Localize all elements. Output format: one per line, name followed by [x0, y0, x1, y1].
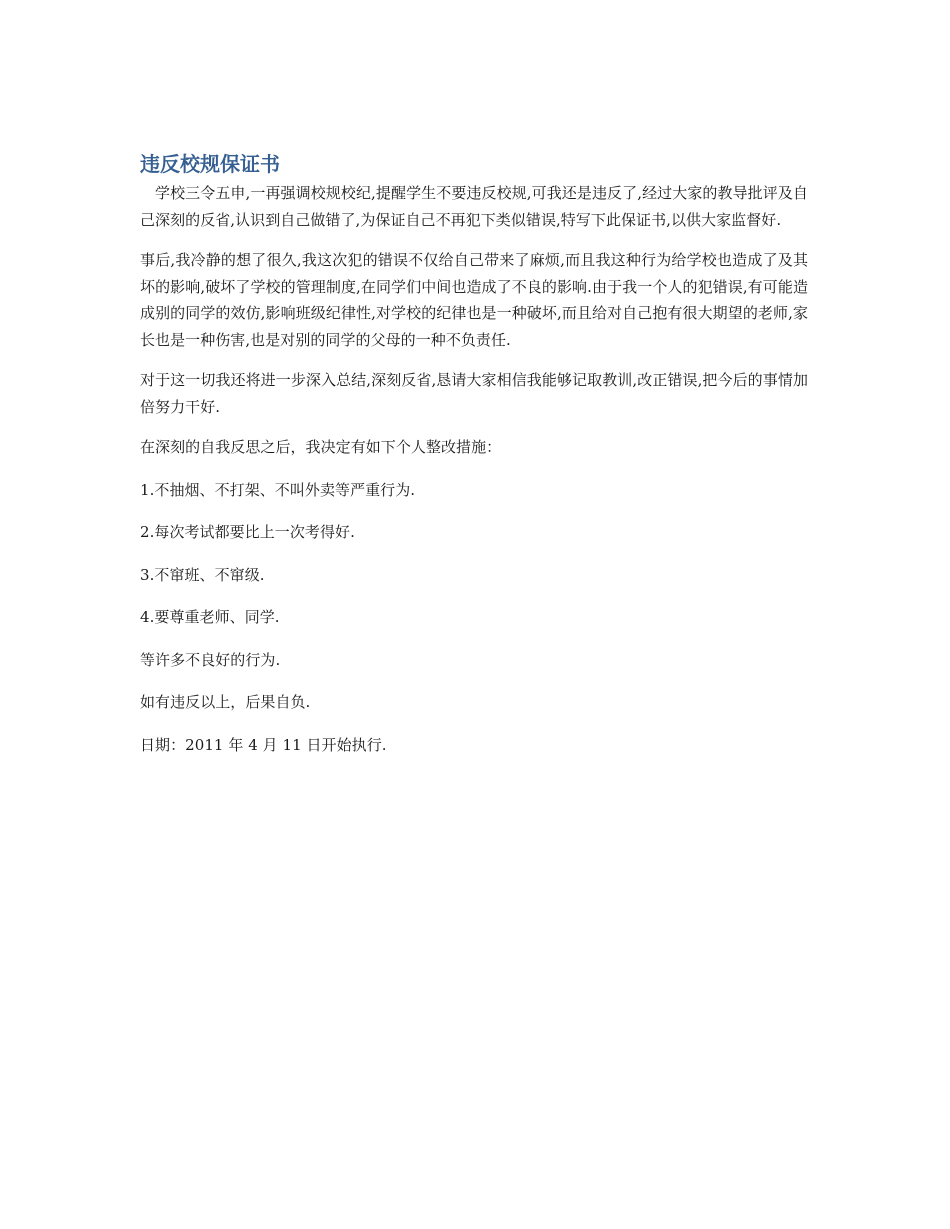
- measures-intro: 在深刻的自我反思之后，我决定有如下个人整改措施：: [140, 438, 502, 456]
- consequence-statement: 如有违反以上，后果自负.: [140, 693, 311, 711]
- intro-paragraph: 学校三令五申,一再强调校规校纪,提醒学生不要违反校规,可我还是违反了,经过大家的教导批评及自己深刻的反省,认识到自己做错了,为保证自己不再犯下类似错误,特写下此保证书,以供大家监督好.: [140, 184, 808, 229]
- measure-item-3: 3.不窜班、不窜级.: [140, 565, 265, 584]
- measure-item-1: 1.不抽烟、不打架、不叫外卖等严重行为.: [140, 480, 416, 499]
- measure-item-4: 4.要尊重老师、同学.: [140, 608, 280, 626]
- commitment-paragraph: 对于这一切我还将进一步深入总结,深刻反省,恳请大家相信我能够记取教训,改正错误,把今后的事情加倍努力干好.: [140, 371, 808, 416]
- document-body: [140, 150, 808, 774]
- measure-item-2: 2.每次考试都要比上一次考得好.: [140, 523, 355, 541]
- date-line: 日期：2011 年 4 月 11 日开始执行.: [140, 735, 387, 754]
- reflection-paragraph: 事后,我冷静的想了很久,我这次犯的错误不仅给自己带来了麻烦,而且我这种行为给学校也造成了及其坏的影响,破坏了学校的管理制度,在同学们中间也造成了不良的影响.由于我一个人的犯错误,有可能造成别的同学的效仿,影响班级纪律性,对学校的纪律也是一种破坏,而且给对自己抱有很大期望的老师,家长也是一种伤害,也是对别的同学的父母的一种不负责任.: [140, 251, 808, 349]
- document-title: 违反校规保证书: [140, 152, 280, 176]
- measures-summary: 等许多不良好的行为.: [140, 650, 281, 669]
